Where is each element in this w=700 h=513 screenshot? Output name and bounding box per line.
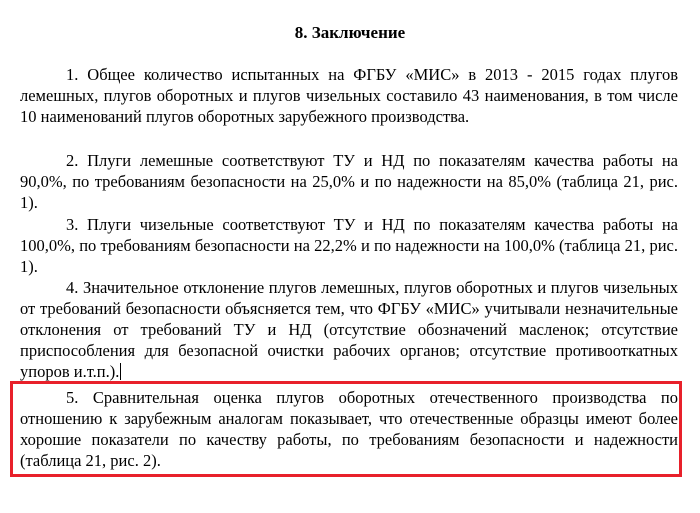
conclusion-paragraph-2: 2. Плуги лемешные соответствуют ТУ и НД по показателям качества работы на 90,0%, по требованиям безопасности на 25,0% и по надежности на 85,0% (таблица 21, рис. 1). <box>20 151 678 212</box>
conclusion-paragraph-5: 5. Сравнительная оценка плугов оборотных отечественного производства по отношению к зарубежным аналогам показывает, что отечественные образцы имеют более хорошие показатели по качеству работы, по требованиям безопасности и надежности (таблица 21, рис. 2). <box>20 388 678 470</box>
text-cursor <box>120 363 121 380</box>
conclusion-paragraph-4 <box>20 277 678 382</box>
conclusion-paragraph-3: 3. Плуги чизельные соответствуют ТУ и НД по показателям качества работы на 100,0%, по требованиям безопасности на 22,2% и по надежности на 100,0% (таблица 21, рис. 1). <box>20 215 678 276</box>
conclusion-paragraph-4-text: 4. Значительное отклонение плугов лемешных, плугов оборотных и плугов чизельных от требований безопасности объясняется тем, что ФГБУ «МИС» учитывали незначительные отклонения от требований ТУ и НД (отсутствие обозначений масленок; отсутствие приспособления для безопасной очистки рабочих органов; отсутствие противооткатных упоров и.т.п.). <box>20 278 678 381</box>
section-heading: 8. Заключение <box>294 23 406 42</box>
conclusion-paragraph-1: 1. Общее количество испытанных на ФГБУ «МИС» в 2013 - 2015 годах плугов лемешных, плугов оборотных и плугов чизельных составило 43 наименования, в том числе 10 наименований плугов оборотных зарубежного производства. <box>20 65 678 126</box>
